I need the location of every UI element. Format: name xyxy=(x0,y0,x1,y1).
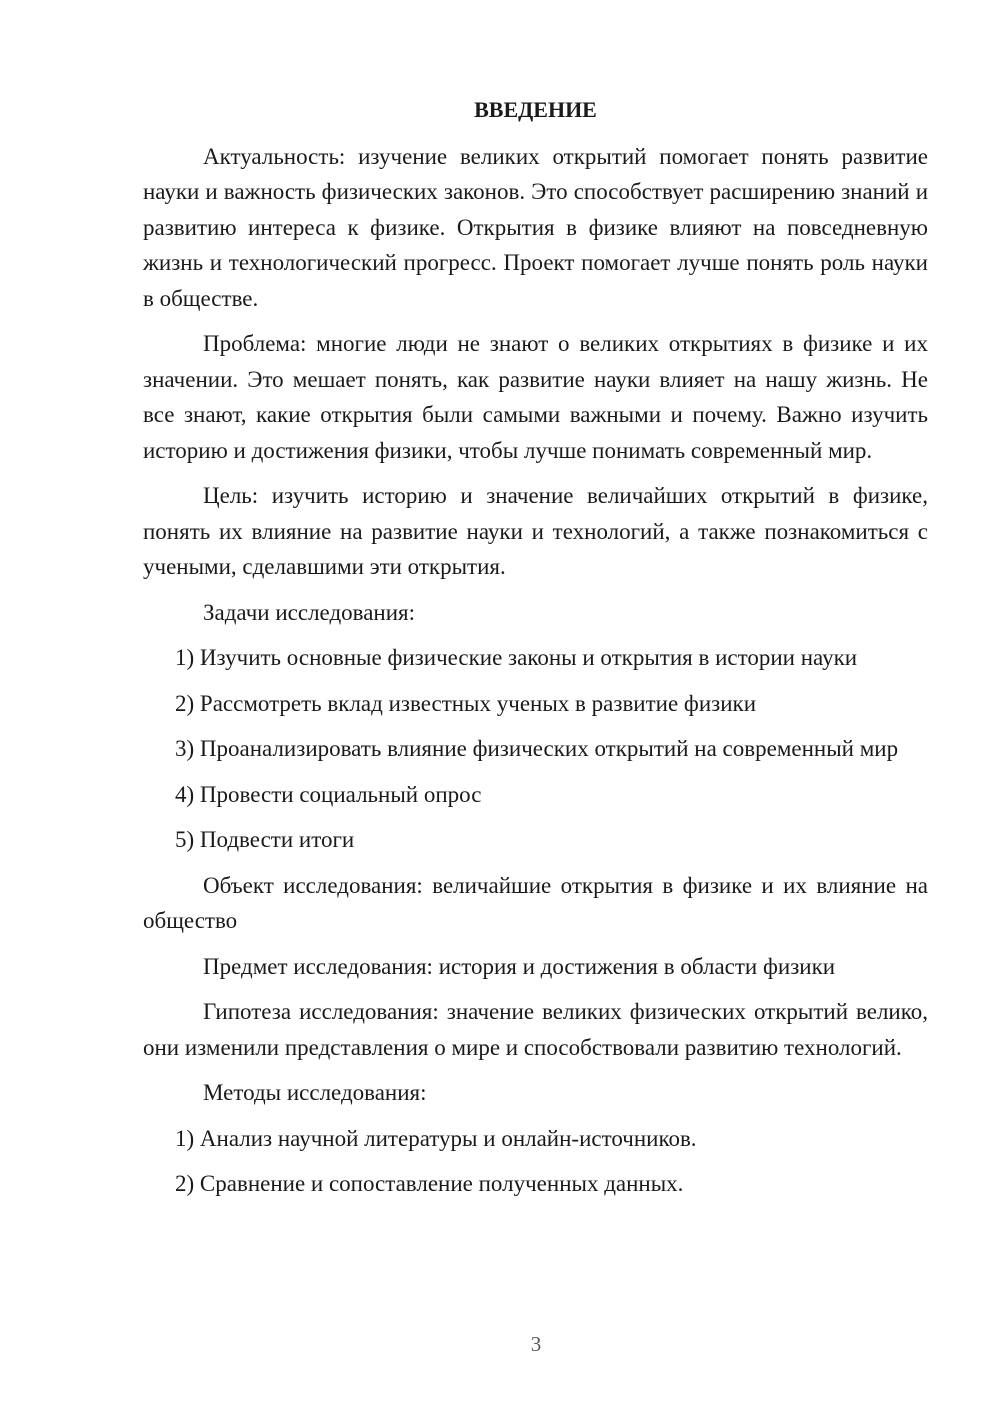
section-title: ВВЕДЕНИЕ xyxy=(474,97,597,122)
problem-paragraph: Проблема: многие люди не знают о великих открытиях в физике и их значении. Это мешает понять, как развитие науки влияет на нашу жизнь. Не все знают, какие открытия были самыми важными и почему. Важно изучить историю и достижения физики, чтобы лучше понимать современный мир. xyxy=(143,331,928,463)
task-item: 3) Проанализировать влияние физических открытий на современный мир xyxy=(175,736,899,761)
page-number: 3 xyxy=(530,1332,542,1356)
object-paragraph: Объект исследования: величайшие открытия в физике и их влияние на общество xyxy=(143,872,928,933)
task-item: 1) Изучить основные физические законы и открытия в истории науки xyxy=(175,645,858,670)
hypothesis-paragraph: Гипотеза исследования: значение великих физических открытий велико, они изменили представления о мире и способствовали развитию технологий. xyxy=(143,999,928,1060)
task-item: 2) Рассмотреть вклад известных ученых в развитие физики xyxy=(175,690,757,716)
methods-heading: Методы исследования: xyxy=(203,1080,427,1105)
method-item: 2) Сравнение и сопоставление полученных данных. xyxy=(175,1171,684,1196)
tasks-heading: Задачи исследования: xyxy=(203,599,416,625)
relevance-paragraph: Актуальность: изучение великих открытий помогает понять развитие науки и важность физических законов. Это способствует расширению знаний и развитию интереса к физике. Открытия в физике влияют на повседневную жизнь и технологический прогресс. Проект помогает лучше понять роль науки в обществе. xyxy=(143,143,928,311)
subject-paragraph: Предмет исследования: история и достижения в области физики xyxy=(203,953,836,979)
task-item: 4) Провести социальный опрос xyxy=(175,781,482,807)
document-page xyxy=(143,92,928,1212)
method-item: 1) Анализ научной литературы и онлайн-источников. xyxy=(175,1125,697,1151)
goal-paragraph: Цель: изучить историю и значение величайших открытий в физике, понять их влияние на развитие науки и технологий, а также познакомиться с учеными, сделавшими эти открытия. xyxy=(143,483,928,579)
task-item: 5) Подвести итоги xyxy=(175,827,355,852)
